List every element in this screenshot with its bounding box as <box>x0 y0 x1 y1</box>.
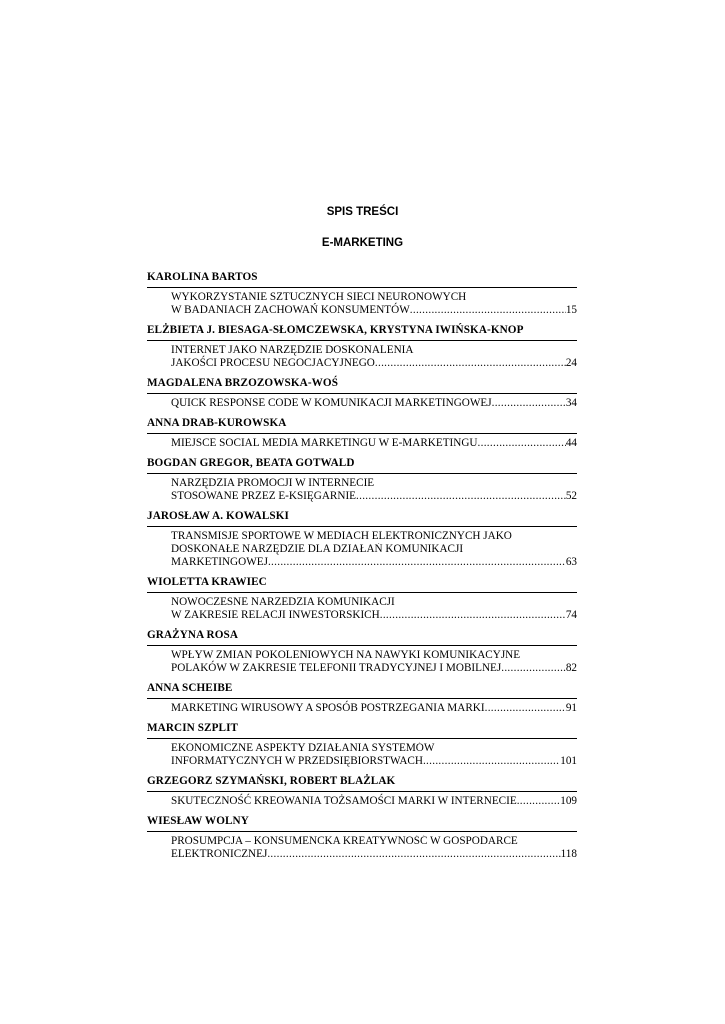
toc-title-line: WPŁYW ZMIAN POKOLENIOWYCH NA NAWYKI KOMUNIKACYJNE <box>171 649 521 661</box>
page-title: SPIS TREŚCI <box>326 206 399 218</box>
toc-title <box>171 596 577 622</box>
author-underline <box>147 433 577 434</box>
dot-leader <box>501 662 566 675</box>
page-number: 118 <box>560 848 577 860</box>
toc-entry[interactable] <box>147 721 577 768</box>
toc-title-last-line <box>171 702 577 715</box>
dot-leader <box>410 304 566 317</box>
toc-author: JAROSŁAW A. KOWALSKI <box>147 510 289 522</box>
page-number: 63 <box>565 556 577 568</box>
toc-title <box>171 530 577 569</box>
page-number: 44 <box>565 437 577 449</box>
author-underline <box>147 791 577 792</box>
toc-entry[interactable] <box>147 681 577 715</box>
toc-entry[interactable] <box>147 376 577 410</box>
author-underline <box>147 473 577 474</box>
toc-title-line: INTERNET JAKO NARZĘDZIE DOSKONALENIA <box>171 344 414 356</box>
section-heading: E-MARKETING <box>321 237 404 249</box>
toc-entry[interactable] <box>147 456 577 503</box>
toc-title-last-line <box>171 795 577 808</box>
author-underline <box>147 645 577 646</box>
toc-title-line: NARZĘDZIA PROMOCJI W INTERNECIE <box>171 477 375 489</box>
page-number: 101 <box>560 755 577 767</box>
dot-leader <box>517 795 561 808</box>
toc-title-line: JAKOŚCI PROCESU NEGOCJACYJNEGO <box>171 357 375 369</box>
toc-title-last-line <box>171 437 577 450</box>
dot-leader <box>268 556 566 569</box>
toc-author: BOGDAN GREGOR, BEATA GOTWALD <box>147 457 355 469</box>
toc-title-line: MIEJSCE SOCIAL MEDIA MARKETINGU W E-MARKETINGU <box>171 437 478 449</box>
toc-title <box>171 291 577 317</box>
toc-title <box>171 397 577 410</box>
toc-title <box>171 742 577 768</box>
dot-leader <box>375 357 566 370</box>
toc-author: GRAŻYNA ROSA <box>147 629 239 641</box>
dot-leader <box>423 755 560 768</box>
toc-author: MAGDALENA BRZOZOWSKA-WOŚ <box>147 377 339 389</box>
toc-title-last-line <box>171 357 577 370</box>
toc-author: ELŻBIETA J. BIESAGA-SŁOMCZEWSKA, KRYSTYNA IWIŃSKA-KNOP <box>147 324 524 336</box>
toc-entry[interactable] <box>147 509 577 569</box>
author-underline <box>147 592 577 593</box>
toc-title-line: NOWOCZESNE NARZEDZIA KOMUNIKACJI <box>171 596 395 608</box>
toc-author: WIOLETTA KRAWIEC <box>147 576 267 588</box>
dot-leader <box>478 437 566 450</box>
toc-author: GRZEGORZ SZYMAŃSKI, ROBERT BLAŻLAK <box>147 775 396 787</box>
toc-entry[interactable] <box>147 575 577 622</box>
dot-leader <box>485 702 566 715</box>
toc-title <box>171 795 577 808</box>
toc-title-last-line <box>171 556 577 569</box>
page-number: 109 <box>560 795 577 807</box>
toc-title <box>171 702 577 715</box>
toc-title-last-line <box>171 755 577 768</box>
toc-title-line: TRANSMISJE SPORTOWE W MEDIACH ELEKTRONICZNYCH JAKO <box>171 530 512 542</box>
toc-title-last-line <box>171 304 577 317</box>
toc-title-last-line <box>171 397 577 410</box>
toc-title-last-line <box>171 848 577 861</box>
toc-title-last-line <box>171 609 577 622</box>
toc-title-line: WYKORZYSTANIE SZTUCZNYCH SIECI NEURONOWYCH <box>171 291 467 303</box>
toc-title <box>171 649 577 675</box>
toc-title-line: W ZAKRESIE RELACJI INWESTORSKICH <box>171 609 380 621</box>
page-number: 34 <box>565 397 577 409</box>
page-number: 82 <box>565 662 577 674</box>
toc-title-line: MARKETINGOWEJ <box>171 556 268 568</box>
table-of-contents <box>147 270 577 867</box>
author-underline <box>147 738 577 739</box>
toc-title <box>171 835 577 861</box>
toc-title-line: W BADANIACH ZACHOWAŃ KONSUMENTÓW <box>171 304 410 316</box>
toc-entry[interactable] <box>147 814 577 861</box>
dot-leader <box>356 490 566 503</box>
toc-title-line: PROSUMPCJA – KONSUMENCKA KREATYWNOŚĆ W GOSPODARCE <box>171 835 518 847</box>
page-number: 91 <box>565 702 577 714</box>
toc-entry[interactable] <box>147 774 577 808</box>
toc-title-line: INFORMATYCZNYCH W PRZEDSIĘBIORSTWACH <box>171 755 423 767</box>
toc-author: WIESŁAW WOLNY <box>147 815 249 827</box>
toc-title <box>171 437 577 450</box>
toc-title-line: EKONOMICZNE ASPEKTY DZIAŁANIA SYSTEMÓW <box>171 742 435 754</box>
toc-title-last-line <box>171 490 577 503</box>
toc-title-line: MARKETING WIRUSOWY A SPOSÓB POSTRZEGANIA MARKI <box>171 702 485 714</box>
toc-author: ANNA DRAB-KUROWSKA <box>147 417 287 429</box>
toc-title <box>171 344 577 370</box>
author-underline <box>147 393 577 394</box>
toc-author: ANNA SCHEIBE <box>147 682 233 694</box>
toc-title-line: POLAKÓW W ZAKRESIE TELEFONII TRADYCYJNEJ I MOBILNEJ <box>171 662 502 674</box>
dot-leader <box>267 848 560 861</box>
toc-title-line: SKUTECZNOŚĆ KREOWANIA TOŻSAMOŚCI MARKI W INTERNECIE <box>171 795 517 807</box>
dot-leader <box>380 609 566 622</box>
page-number: 24 <box>565 357 577 369</box>
page-number: 52 <box>565 490 577 502</box>
toc-author: MARCIN SZPLIT <box>147 722 239 734</box>
toc-entry[interactable] <box>147 270 577 317</box>
author-underline <box>147 526 577 527</box>
toc-author: KAROLINA BARTOS <box>147 271 258 283</box>
author-underline <box>147 831 577 832</box>
author-underline <box>147 340 577 341</box>
author-underline <box>147 287 577 288</box>
toc-entry[interactable] <box>147 323 577 370</box>
toc-title-line: QUICK RESPONSE CODE W KOMUNIKACJI MARKETINGOWEJ <box>171 397 492 409</box>
toc-title-last-line <box>171 662 577 675</box>
toc-entry[interactable] <box>147 416 577 450</box>
page-number: 15 <box>565 304 577 316</box>
toc-title-line: ELEKTRONICZNEJ <box>171 848 268 860</box>
toc-title-line: DOSKONAŁE NARZĘDZIE DLA DZIAŁAŃ KOMUNIKACJI <box>171 543 464 555</box>
page-number: 74 <box>565 609 577 621</box>
dot-leader <box>492 397 566 410</box>
toc-title <box>171 477 577 503</box>
toc-title-line: STOSOWANE PRZEZ E-KSIĘGARNIE <box>171 490 357 502</box>
author-underline <box>147 698 577 699</box>
toc-entry[interactable] <box>147 628 577 675</box>
